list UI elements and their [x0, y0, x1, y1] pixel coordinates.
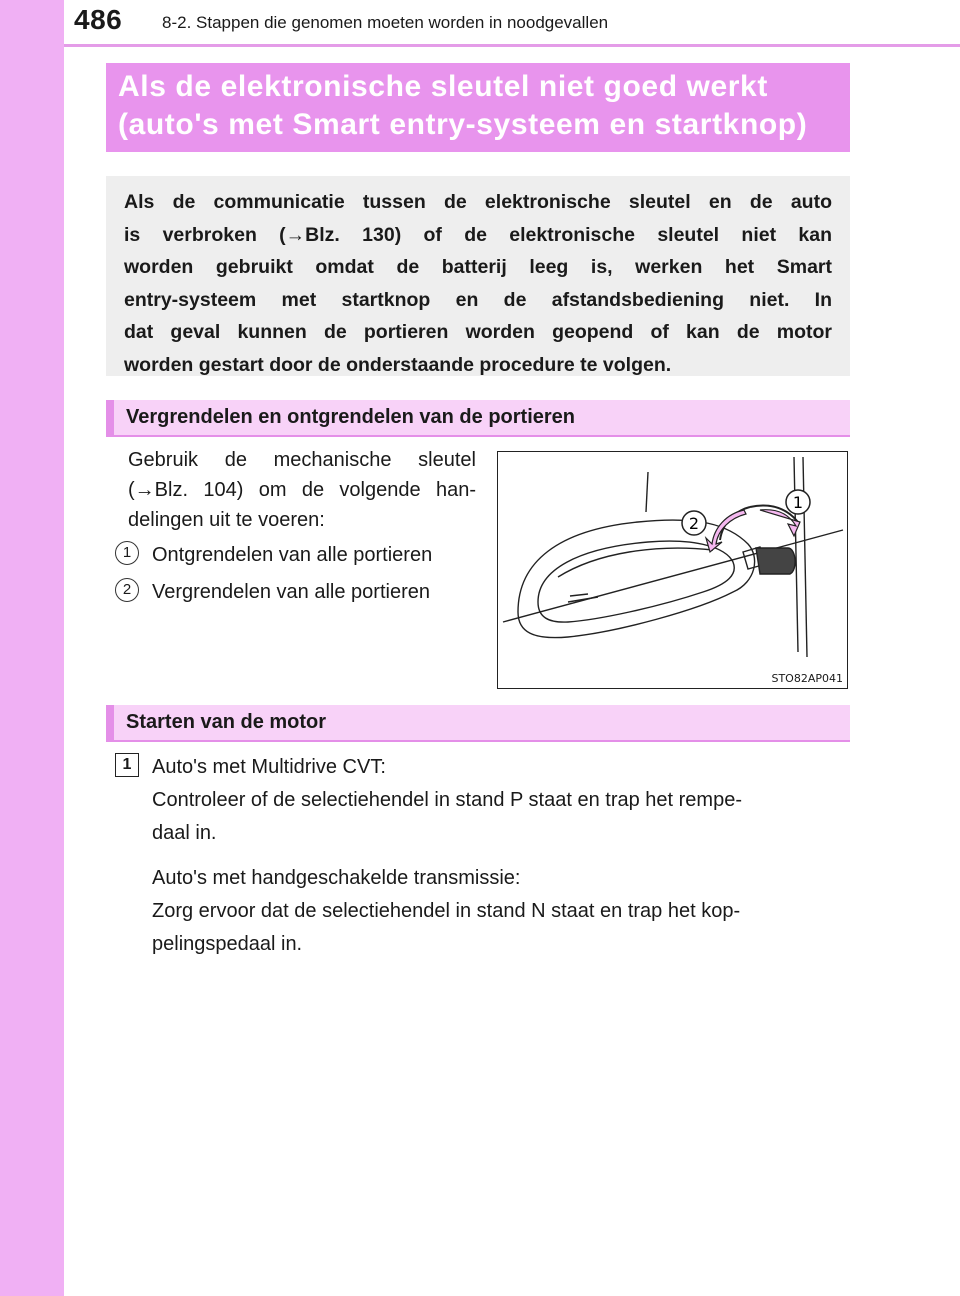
- step-text: Ontgrendelen van alle portieren: [152, 544, 433, 566]
- handle-recess: [518, 520, 755, 638]
- paragraph-line: (→Blz. 104) om de volgende han-: [128, 479, 476, 501]
- chapter-title: 8-2. Stappen die genomen moeten worden in noodgevallen: [162, 13, 609, 32]
- manual-instruction-line: Zorg ervoor dat de selectiehendel in stand N staat en trap het kop-: [152, 900, 741, 922]
- paragraph-line: delingen uit te voeren:: [128, 509, 325, 531]
- section-title: Vergrendelen en ontgrendelen van de portieren: [126, 406, 575, 428]
- section-title: Starten van de motor: [126, 711, 327, 733]
- intro-line: worden gebruikt omdat de batterij leeg is, werken het Smart: [124, 256, 832, 279]
- main-title-banner: [106, 63, 850, 152]
- step-number-badge: 2: [115, 578, 139, 602]
- callout-label-1: 1: [792, 493, 804, 512]
- side-thumb-band: [0, 0, 64, 1296]
- rotate-arrow-lock: [706, 510, 746, 552]
- cvt-heading: Auto's met Multidrive CVT:: [152, 756, 386, 778]
- cvt-instruction-line: Controleer of de selectiehendel in stand P staat en trap het rempe-: [152, 789, 742, 811]
- section1-paragraph: [128, 445, 476, 535]
- manual-heading: Auto's met handgeschakelde transmissie:: [152, 867, 521, 889]
- section-header-doors: [106, 400, 850, 437]
- intro-line: worden gestart door de onderstaande procedure te volgen.: [124, 353, 672, 376]
- figure-code: STO82AP041: [771, 672, 843, 685]
- page-number: 486: [74, 4, 123, 35]
- intro-box: [106, 176, 850, 376]
- main-title-line-2: (auto's met Smart entry-systeem en startknop): [118, 108, 808, 141]
- intro-line: dat geval kunnen de portieren worden geopend of kan de motor: [124, 321, 832, 344]
- intro-line: entry-systeem met startknop en de afstandsbediening niet. In: [124, 288, 832, 311]
- engine-step-1: [152, 751, 742, 961]
- door-handle-illustration: [498, 452, 846, 687]
- door-handle-figure: [497, 451, 848, 689]
- callout-label-2: 2: [688, 514, 700, 533]
- step-text: Vergrendelen van alle portieren: [152, 581, 430, 603]
- door-panel-line: [503, 530, 843, 622]
- key-head: [756, 548, 795, 574]
- intro-line: is verbroken (→Blz. 130) of de elektronische sleutel niet kan: [124, 223, 832, 246]
- main-title-line-1: Als de elektronische sleutel niet goed werkt: [118, 70, 768, 103]
- cvt-instruction-line: daal in.: [152, 822, 217, 844]
- paragraph-line: Gebruik de mechanische sleutel: [128, 449, 476, 471]
- step-number-square: 1: [115, 753, 139, 777]
- intro-line: Als de communicatie tussen de elektronische sleutel en de auto: [124, 191, 832, 213]
- manual-instruction-line: pelingspedaal in.: [152, 933, 303, 955]
- header-rule: [64, 44, 960, 47]
- step-number-badge: 1: [115, 541, 139, 565]
- section-header-engine: [106, 705, 850, 742]
